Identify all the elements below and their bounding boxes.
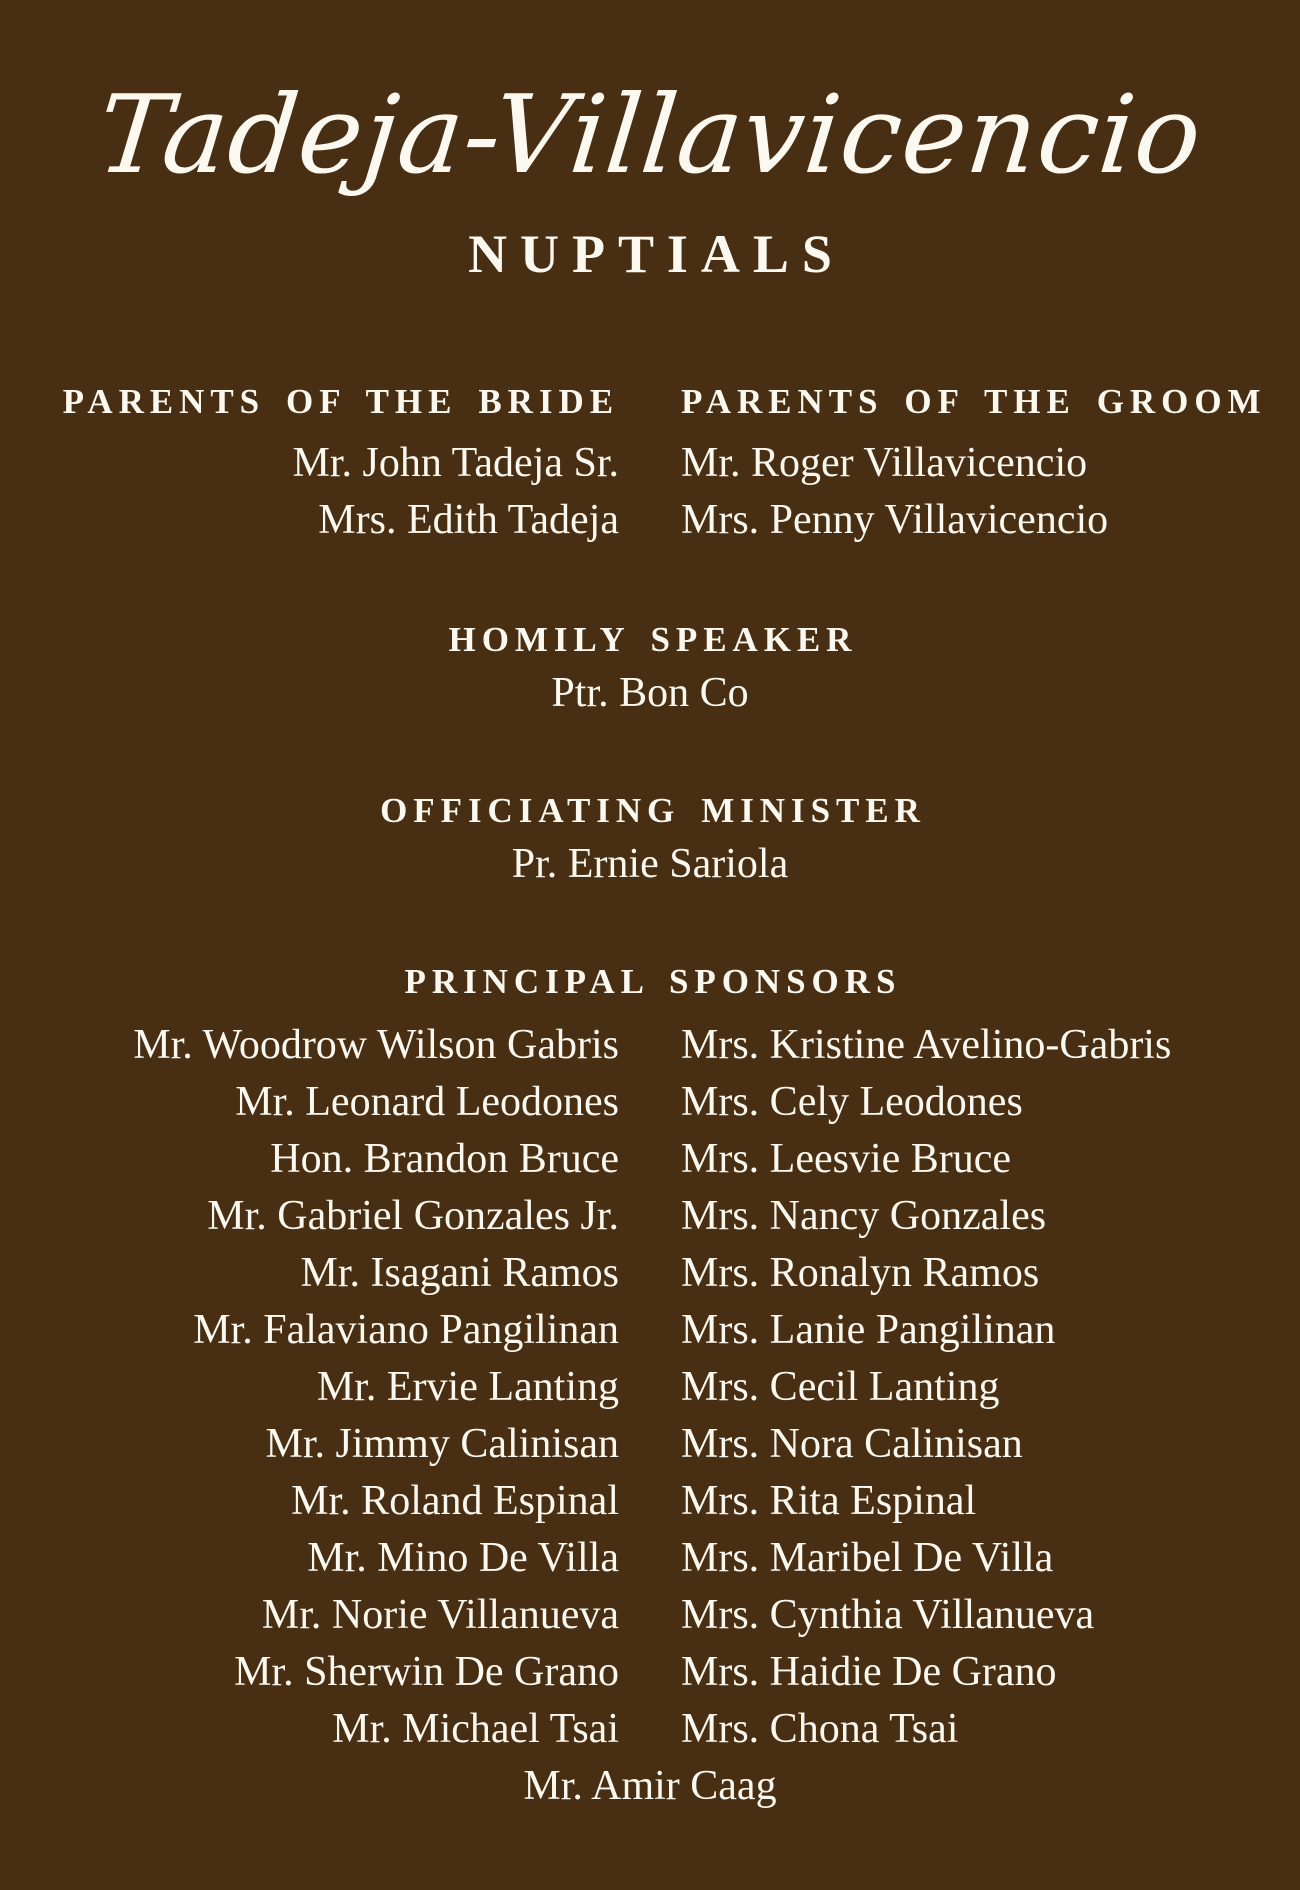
- officiating-minister-section: [0, 786, 1300, 893]
- groom-parent-name: Mrs. Penny Villavicencio: [681, 496, 1109, 543]
- homily-speaker-section: [0, 615, 1300, 722]
- principal-sponsors-section: [0, 957, 1300, 1815]
- sponsor-name: Hon. Brandon Bruce: [270, 1135, 619, 1182]
- officiating-minister-heading: OFFICIATING MINISTER: [380, 790, 926, 830]
- sponsor-name: Mr. Jimmy Calinisan: [265, 1420, 619, 1467]
- sponsor-name: Mr. Leonard Leodones: [235, 1078, 619, 1125]
- sponsor-name: Mrs. Haidie De Grano: [681, 1648, 1057, 1695]
- sponsor-name: Mr. Gabriel Gonzales Jr.: [207, 1192, 619, 1239]
- closing-sponsor-name: Mr. Amir Caag: [523, 1762, 777, 1809]
- homily-speaker-heading: HOMILY SPEAKER: [448, 619, 858, 659]
- sponsor-name: Mrs. Cynthia Villanueva: [681, 1591, 1095, 1638]
- sponsor-name: Mrs. Maribel De Villa: [681, 1534, 1054, 1581]
- sponsor-name: Mrs. Chona Tsai: [681, 1705, 959, 1752]
- sponsor-name: Mrs. Cely Leodones: [681, 1078, 1023, 1125]
- sponsor-name: Mrs. Ronalyn Ramos: [681, 1249, 1040, 1296]
- sponsor-name: Mr. Ervie Lanting: [316, 1363, 619, 1410]
- sponsor-name: Mrs. Rita Espinal: [681, 1477, 977, 1524]
- sponsor-name: Mrs. Lanie Pangilinan: [681, 1306, 1056, 1353]
- sponsor-name: Mr. Woodrow Wilson Gabris: [133, 1021, 619, 1068]
- sponsor-name: Mrs. Cecil Lanting: [681, 1363, 1000, 1410]
- sponsor-name: Mr. Isagani Ramos: [300, 1249, 619, 1296]
- groom-parent-name: Mr. Roger Villavicencio: [681, 439, 1088, 486]
- sponsor-name: Mr. Roland Espinal: [291, 1477, 619, 1524]
- sponsor-name: Mr. Norie Villanueva: [261, 1591, 619, 1638]
- nuptials-wordmark: NUPTIALS: [468, 224, 845, 285]
- officiating-minister-name: Pr. Ernie Sariola: [511, 840, 789, 887]
- sponsor-name: Mr. Mino De Villa: [307, 1534, 619, 1581]
- parents-section: [0, 377, 1300, 549]
- sponsor-name: Mr. Falaviano Pangilinan: [193, 1306, 619, 1353]
- sponsor-name: Mrs. Nora Calinisan: [681, 1420, 1023, 1467]
- sponsor-name: Mrs. Leesvie Bruce: [681, 1135, 1012, 1182]
- bride-parent-name: Mrs. Edith Tadeja: [318, 496, 619, 543]
- couple-script-title: Tadeja-Villavicencio: [92, 73, 1209, 198]
- sponsor-name: Mrs. Nancy Gonzales: [681, 1192, 1047, 1239]
- program-header: [0, 52, 1300, 285]
- sponsor-name: Mrs. Kristine Avelino-Gabris: [681, 1021, 1172, 1068]
- parents-of-groom-heading: PARENTS OF THE GROOM: [681, 381, 1267, 421]
- sponsor-name: Mr. Sherwin De Grano: [234, 1648, 619, 1695]
- homily-speaker-name: Ptr. Bon Co: [551, 669, 749, 716]
- principal-sponsors-list: [0, 1017, 1300, 1758]
- parents-of-bride-heading: PARENTS OF THE BRIDE: [62, 381, 619, 421]
- sponsor-name: Mr. Michael Tsai: [332, 1705, 619, 1752]
- principal-sponsors-heading: PRINCIPAL SPONSORS: [404, 961, 902, 1001]
- bride-parent-name: Mr. John Tadeja Sr.: [292, 439, 619, 486]
